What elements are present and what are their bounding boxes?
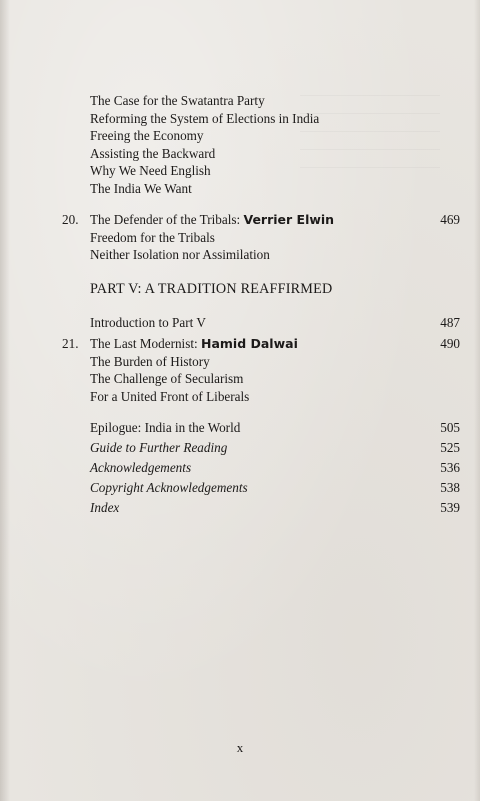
toc-subitem-title: Reforming the System of Elections in India [90,110,320,126]
chapter-number: 20. [62,212,79,227]
back-matter-title: Index [90,500,120,515]
toc-chapter-20 [62,211,460,229]
toc-back-matter-item [62,419,460,439]
page-folio: x [236,740,244,755]
toc-subitem-title: Freeing the Economy [90,128,204,143]
toc-subitem-title: The Burden of History [90,353,210,369]
toc-back-matter-item [62,439,460,459]
table-of-contents [62,92,460,519]
toc-subitem-title: The India We Want [90,180,192,196]
toc-chapter-21 [62,335,460,353]
back-matter-page-number: 538 [440,480,460,495]
chapter-title [90,211,334,229]
part-intro-page-number: 487 [440,314,460,330]
toc-subitem [62,229,460,247]
toc-subitem [62,110,460,128]
toc-back-matter-item [62,479,460,499]
chapter-title-name: Verrier Elwin [243,212,335,227]
toc-subitem [62,388,460,406]
back-matter-title: Acknowledgements [90,460,192,475]
toc-subitem-title: Why We Need English [90,163,211,178]
chapter-title-prefix: The Last Modernist: [90,336,201,351]
chapter-number: 21. [62,336,79,351]
part-intro-title: Introduction to Part V [90,314,206,330]
part-heading: PART V: A TRADITION REAFFIRMED [90,280,333,297]
toc-back-matter-item [62,499,460,519]
toc-part-intro [62,314,460,332]
toc-subitem-title: Assisting the Backward [90,145,216,161]
toc-subitem [62,246,460,264]
toc-subitem-title: Neither Isolation nor Assimilation [90,247,270,262]
back-matter-page-number: 536 [440,460,460,475]
toc-subitem [62,145,460,163]
toc-subitem-title: Freedom for the Tribals [90,229,215,245]
back-matter-page-number: 525 [440,440,460,455]
chapter-title [90,335,298,353]
chapter-title-name: Hamid Dalwai [200,336,298,351]
toc-subitem-title: For a United Front of Liberals [90,388,250,404]
page-shadow-right [474,0,480,801]
page-shadow-left [0,0,10,801]
toc-subitem [62,127,460,145]
toc-subitem-title: The Challenge of Secularism [90,371,244,386]
toc-subitem-title: The Case for the Swatantra Party [90,93,265,108]
back-matter-page-number: 539 [440,500,460,515]
back-matter-page-number: 505 [440,420,460,435]
toc-subitem [62,353,460,371]
chapter-title-prefix: The Defender of the Tribals: [90,212,244,227]
chapter-page-number: 469 [440,212,460,227]
chapter-page-number: 490 [440,336,460,351]
back-matter-title: Epilogue: India in the World [90,420,241,435]
toc-subitem [62,370,460,388]
back-matter-title: Copyright Acknowledgements [90,480,248,495]
back-matter-title: Guide to Further Reading [90,440,228,455]
toc-subitem [62,162,460,180]
toc-subitem [62,180,460,198]
toc-back-matter-item [62,459,460,479]
toc-subitem [62,92,460,110]
